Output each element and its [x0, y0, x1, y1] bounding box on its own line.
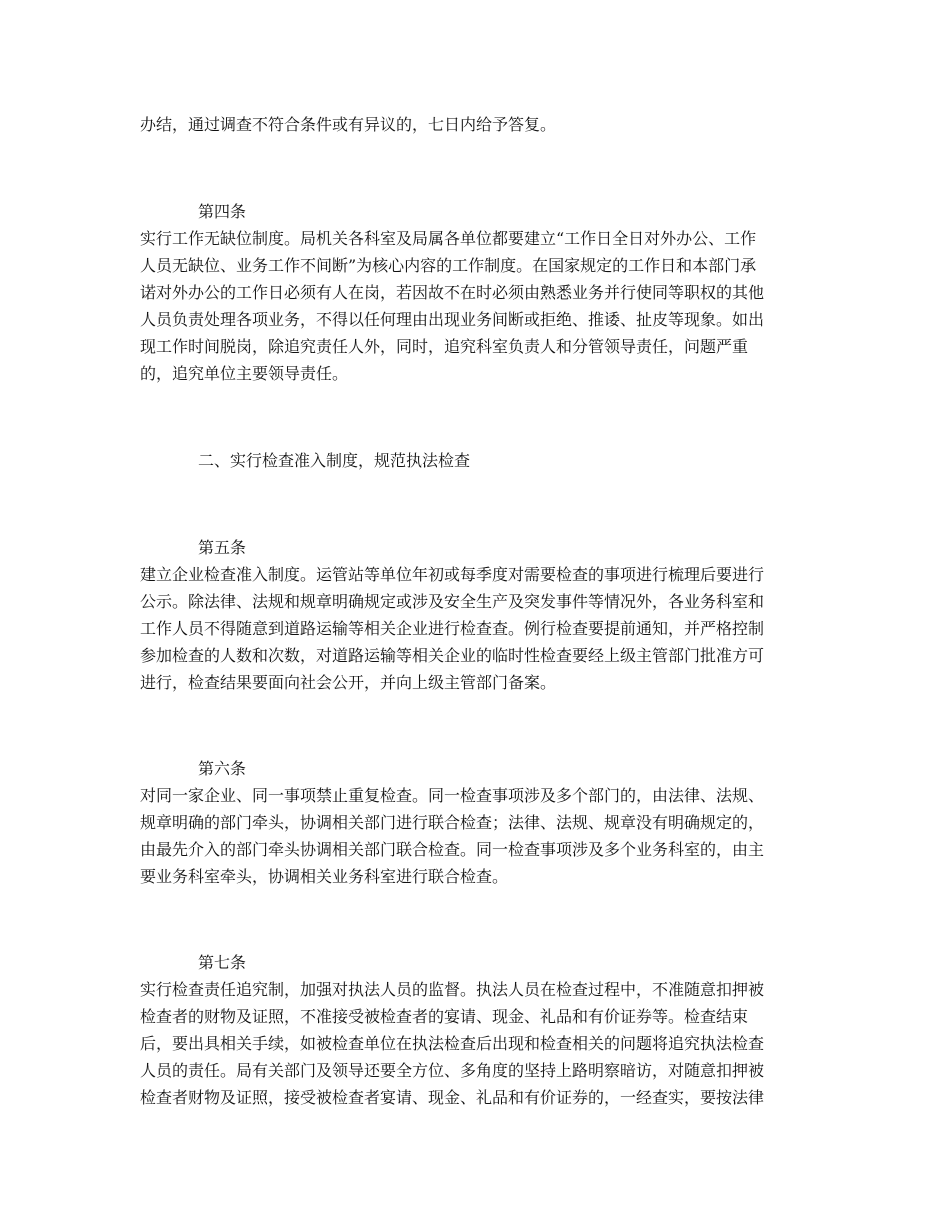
- article-6-line: 要业务科室牵头，协调相关业务科室进行联合检查。: [140, 867, 509, 886]
- article-5-line: 公示。除法律、法规和规章明确规定或涉及安全生产及突发事件等情况外，各业务科室和: [140, 592, 765, 611]
- article-6-line: 对同一家企业、同一事项禁止重复检查。同一检查事项涉及多个部门的，由法律、法规、: [140, 786, 765, 805]
- article-7-line: 人员的责任。局有关部门及领导还要全方位、多角度的坚持上路明察暗访，对随意扣押被: [140, 1061, 765, 1080]
- article-5-heading: 第五条: [198, 538, 247, 557]
- article-4-heading: 第四条: [198, 202, 247, 221]
- article-4-line: 实行工作无缺位制度。局机关各科室及局属各单位都要建立“工作日全日对外办公、工作: [140, 229, 757, 248]
- article-7-line: 后，要出具相关手续，如被检查单位在执法检查后出现和检查相关的问题将追究执法检查: [140, 1034, 765, 1053]
- intro-line: 办结，通过调查不符合条件或有异议的，七日内给予答复。: [140, 115, 557, 134]
- article-5-line: 工作人员不得随意到道路运输等相关企业进行检查查。例行检查要提前通知，并严格控制: [140, 619, 765, 638]
- section-2-heading: 二、实行检查准入制度，规范执法检查: [198, 451, 471, 470]
- article-4-line: 人员负责处理各项业务，不得以任何理由出现业务间断或拒绝、推诿、扯皮等现象。如出: [140, 310, 765, 329]
- article-4-line: 的，追究单位主要领导责任。: [140, 364, 349, 383]
- article-5-line: 建立企业检查准入制度。运管站等单位年初或每季度对需要检查的事项进行梳理后要进行: [140, 565, 765, 584]
- article-5-line: 进行，检查结果要面向社会公开，并向上级主管部门备案。: [140, 673, 557, 692]
- article-6-line: 由最先介入的部门牵头协调相关部门联合检查。同一检查事项涉及多个业务科室的，由主: [140, 840, 765, 859]
- article-4-line: 人员无缺位、业务工作不间断”为核心内容的工作制度。在国家规定的工作日和本部门承: [140, 256, 757, 275]
- article-7-heading: 第七条: [198, 953, 247, 972]
- article-4-line: 现工作时间脱岗，除追究责任人外，同时，追究科室负责人和分管领导责任，问题严重: [140, 337, 749, 356]
- article-6-line: 规章明确的部门牵头，协调相关部门进行联合检查；法律、法规、规章没有明确规定的，: [140, 813, 765, 832]
- article-6-heading: 第六条: [198, 759, 247, 778]
- article-5-line: 参加检查的人数和次数，对道路运输等相关企业的临时性检查要经上级主管部门批准方可: [140, 646, 765, 665]
- article-7-line: 实行检查责任追究制，加强对执法人员的监督。执法人员在检查过程中，不准随意扣押被: [140, 980, 765, 999]
- article-7-line: 检查者的财物及证照，不准接受被检查者的宴请、现金、礼品和有价证券等。检查结束: [140, 1007, 749, 1026]
- article-7-line: 检查者财物及证照，接受被检查者宴请、现金、礼品和有价证券的，一经查实，要按法律: [140, 1088, 765, 1107]
- article-4-line: 诺对外办公的工作日必须有人在岗，若因故不在时必须由熟悉业务并行使同等职权的其他: [140, 283, 765, 302]
